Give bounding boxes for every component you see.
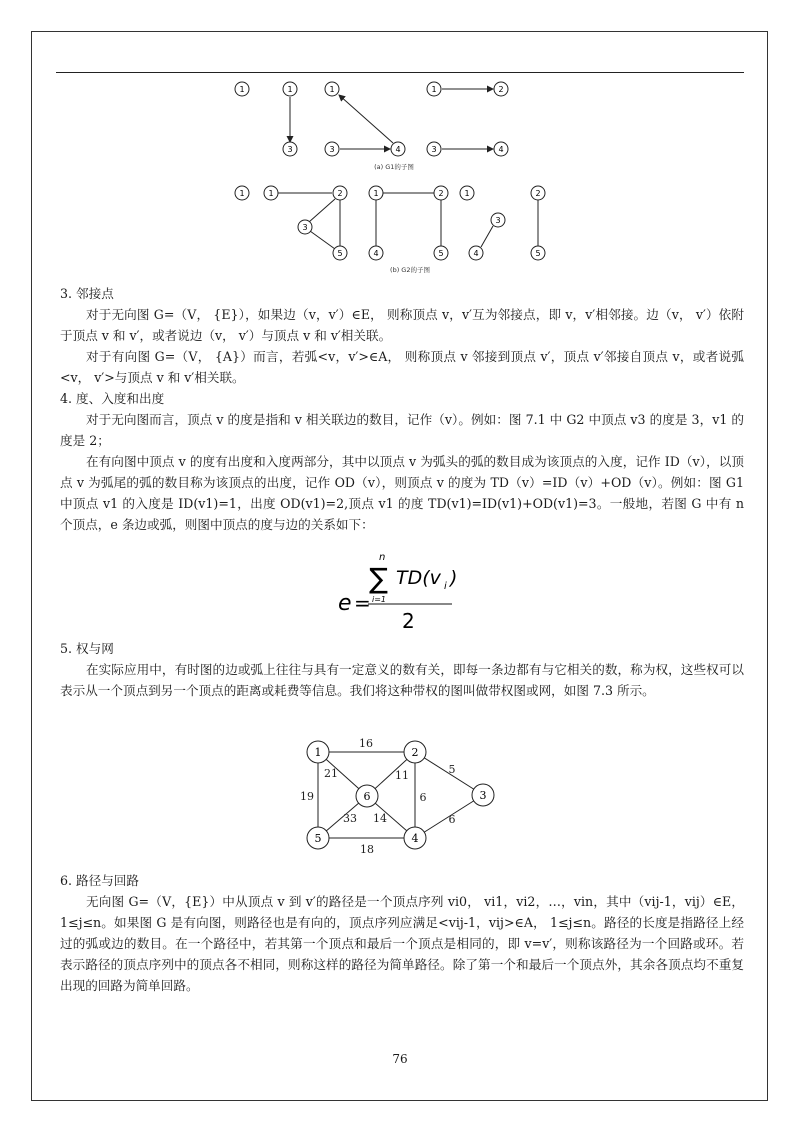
formula-lhs: e (338, 591, 352, 616)
weighted-network-figure (290, 730, 510, 860)
svg-text:2: 2 (535, 189, 541, 198)
formula-sigma: ∑ (369, 562, 388, 595)
g1-panel-3-node-3 (325, 142, 339, 156)
section-4-para-2: 在有向图中顶点 v 的度有出度和入度两部分，其中以顶点 v 为弧头的弧的数目成为该顶点的入度，记作 ID（v），以顶点 v 为弧尾的弧的数目称为该顶点的出度，记作 OD（v），则顶点 v 的度为 TD（v）=ID（v）+OD（v）。例如：图 G1 中顶点 v1 的入度是 ID(v1)=1，出度 OD(v1)=2,顶点 v1 的度 TD(v1)=ID(v1)+OD(v1)=3。一般地，若图 G 中有 n 个顶点，e 条边或弧，则图中顶点的度与边的关系如下： (60, 454, 744, 532)
network-node-4 (404, 827, 426, 849)
g2-edge-3-4 (481, 226, 493, 247)
degree-edge-formula (320, 548, 480, 634)
edge-weight-1-5: 19 (300, 790, 314, 803)
svg-text:6: 6 (363, 790, 371, 803)
g2-panel-4-node-1 (460, 186, 474, 200)
svg-text:2: 2 (337, 189, 343, 198)
svg-text:4: 4 (411, 832, 419, 845)
section-5-para-1: 在实际应用中，有时图的边或弧上往往与具有一定意义的数有关，即每一条边都有与它相关的数，称为权，这些权可以表示从一个顶点到另一个顶点的距离或耗费等信息。我们将这种带权的图叫做带权图或网，如图 7.3 所示。 (60, 662, 744, 698)
g1-panel-2-node-3 (283, 142, 297, 156)
edge-weight-2-6: 11 (395, 769, 409, 782)
formula-upper: n (379, 552, 386, 563)
g1-panel-3-node-4 (391, 142, 405, 156)
edge-weight-6-4: 14 (373, 812, 387, 825)
g2-panel-2-node-5 (333, 246, 347, 260)
g1-arc-4-1 (339, 95, 393, 143)
edge-weight-1-6: 21 (324, 767, 338, 780)
network-node-5 (307, 827, 329, 849)
g2-panel-4-node-3 (491, 213, 505, 227)
svg-text:3: 3 (329, 145, 335, 154)
formula-sub: i (444, 581, 447, 592)
g2-panel-3-node-4 (369, 246, 383, 260)
section-5-heading: 5. 权与网 (60, 641, 114, 656)
page-number: 76 (392, 1052, 408, 1066)
svg-text:1: 1 (431, 85, 437, 94)
svg-text:3: 3 (479, 789, 487, 802)
svg-text:3: 3 (287, 145, 293, 154)
formula-equals: = (354, 591, 371, 615)
g2-panel-3-node-2 (434, 186, 448, 200)
svg-text:5: 5 (314, 832, 322, 845)
section-6-heading: 6. 路径与回路 (60, 873, 139, 888)
edge-weight-5-6: 33 (343, 812, 357, 825)
svg-text:5: 5 (337, 249, 343, 258)
svg-text:3: 3 (495, 216, 501, 225)
section-3-para-1: 对于无向图 G=（V， {E}），如果边（v，v′）∈E， 则称顶点 v，v′互为邻接点，即 v，v′相邻接。边（v， v′）依附于顶点 v 和 v′，或者说边（v， v′）与顶点 v 和 v′相关联。 (60, 307, 744, 343)
g1-panel-4-node-4 (494, 142, 508, 156)
section-4-para-1: 对于无向图而言，顶点 v 的度是指和 v 相关联边的数目，记作（v）。例如：图 7.1 中 G2 中顶点 v3 的度是 3，v1 的度是 2； (60, 412, 744, 448)
svg-text:1: 1 (329, 85, 335, 94)
svg-text:5: 5 (535, 249, 541, 258)
network-nodes (307, 741, 494, 849)
svg-text:1: 1 (464, 189, 470, 198)
formula-term: TD(v (396, 567, 441, 589)
g2-panel-4-node-4 (469, 246, 483, 260)
section-3-heading: 3. 邻接点 (60, 286, 114, 301)
svg-text:2: 2 (498, 85, 504, 94)
svg-text:4: 4 (373, 249, 379, 258)
g2-panel-5-node-5 (531, 246, 545, 260)
svg-text:4: 4 (473, 249, 479, 258)
g2-panel-5-node-2 (531, 186, 545, 200)
formula-lower: i=1 (372, 595, 387, 604)
g1-panel-4-node-1 (427, 82, 441, 96)
svg-text:4: 4 (395, 145, 401, 154)
svg-text:1: 1 (287, 85, 293, 94)
section-3-para-2: 对于有向图 G=（V， {A}）而言，若弧<v，v′>∈A， 则称顶点 v 邻接到顶点 v′，顶点 v′邻接自顶点 v，或者说弧<v， v′>与顶点 v 和 v′相关联。 (60, 349, 744, 385)
network-edges (318, 752, 483, 838)
network-node-1 (307, 741, 329, 763)
svg-text:2: 2 (438, 189, 444, 198)
svg-text:1: 1 (268, 189, 274, 198)
g1-caption: (a) G1的子图 (374, 163, 414, 171)
g1-panel-4-node-3 (427, 142, 441, 156)
svg-text:3: 3 (431, 145, 437, 154)
svg-text:5: 5 (438, 249, 444, 258)
g1-panel-2-node-1 (283, 82, 297, 96)
edge-weight-2-4: 6 (419, 791, 427, 804)
network-node-3 (472, 784, 494, 806)
g2-panel-3-node-1 (369, 186, 383, 200)
g2-panel-2-node-1 (264, 186, 278, 200)
g2-edge-2-3 (309, 199, 335, 222)
g1-panel-4-node-2 (494, 82, 508, 96)
svg-text:2: 2 (411, 746, 419, 759)
g2-edge-3-5 (310, 231, 335, 249)
svg-text:1: 1 (239, 85, 245, 94)
g2-caption: (b) G2的子图 (390, 266, 430, 274)
edge-weight-2-3: 5 (448, 763, 456, 776)
subgraph-figure (0, 0, 800, 285)
g2-panel-3-node-5 (434, 246, 448, 260)
g1-panel-1-node-1 (235, 82, 249, 96)
svg-text:3: 3 (302, 223, 308, 232)
svg-text:1: 1 (314, 746, 322, 759)
formula-close: ) (450, 567, 458, 589)
svg-text:1: 1 (373, 189, 379, 198)
svg-text:1: 1 (239, 189, 245, 198)
g1-panel-3-node-1 (325, 82, 339, 96)
g2-panel-2-node-2 (333, 186, 347, 200)
edge-weight-5-4: 18 (360, 843, 374, 856)
formula-denominator: 2 (402, 609, 415, 633)
network-node-6 (356, 785, 378, 807)
edge-weight-3-4: 6 (448, 813, 456, 826)
g2-panel-1-node-1 (235, 186, 249, 200)
section-4-heading: 4. 度、入度和出度 (60, 391, 165, 406)
section-6-para-1: 无向图 G=（V，{E}）中从顶点 v 到 v′的路径是一个顶点序列 vi0， vi1，vi2，…，vin，其中（vij-1，vij）∈E，1≤j≤n。如果图 G 是有向图，则路径也是有向的，顶点序列应满足<vij-1，vij>∈A， 1≤j≤n。路径的长度是指路径上经过的弧或边的数目。在一个路径中，若其第一个顶点和最后一个顶点是相同的，即 v=v′，则称该路径为一个回路或环。若表示路径的顶点序列中的顶点各不相同，则称这样的路径为简单路径。除了第一个和最后一个顶点外，其余各顶点均不重复出现的回路为简单回路。 (60, 894, 744, 993)
svg-text:4: 4 (498, 145, 504, 154)
g2-panel-2-node-3 (298, 220, 312, 234)
edge-weight-1-2: 16 (359, 737, 373, 750)
network-node-2 (404, 741, 426, 763)
